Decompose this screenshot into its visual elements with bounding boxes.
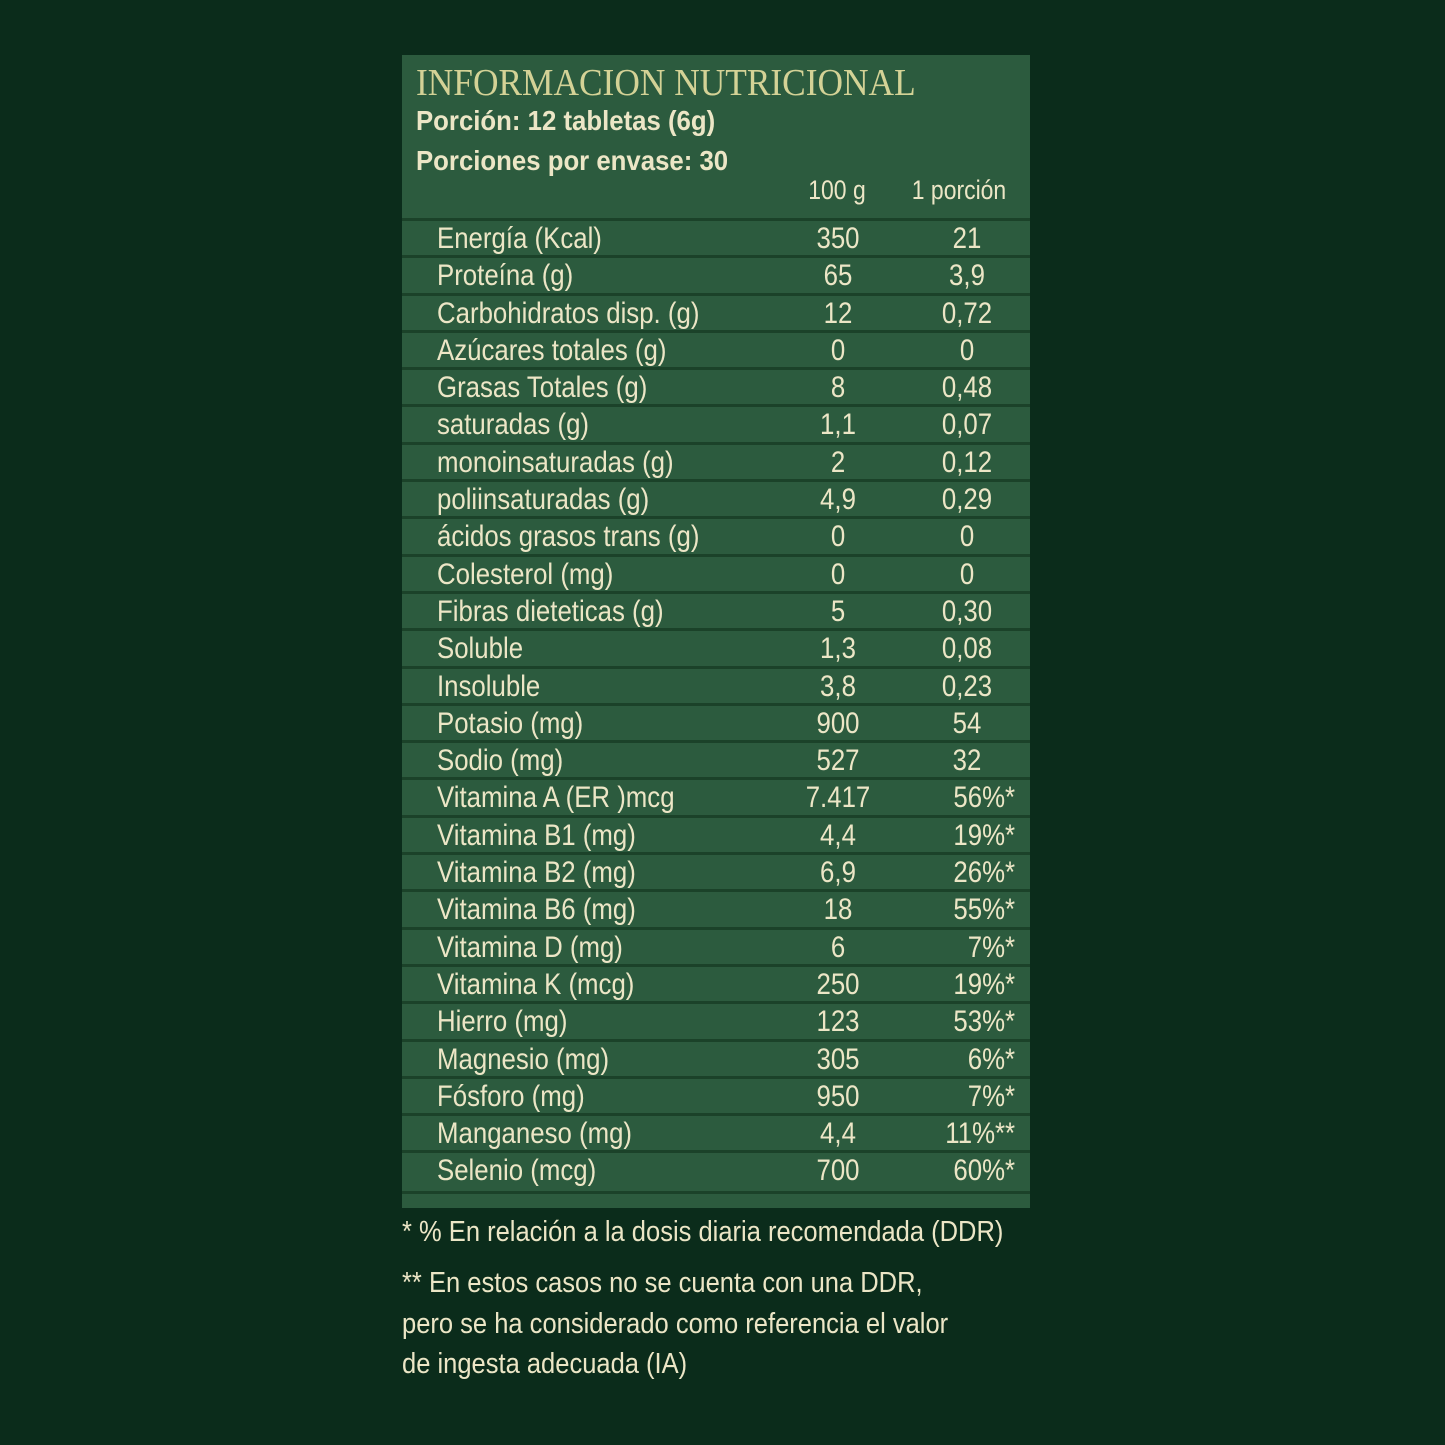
- value-per-serving: 0: [959, 557, 975, 591]
- nutrient-label: Manganeso (mg): [437, 1117, 633, 1151]
- nutrient-label: saturadas (g): [437, 408, 590, 442]
- value-per-100g: 123: [816, 1005, 860, 1039]
- serving-size: Porción: 12 tabletas (6g): [416, 105, 716, 136]
- value-per-100g: 0: [830, 557, 846, 591]
- footnote-double-asterisk-line1: ** En estos casos no se cuenta con una DDR,: [402, 1267, 923, 1299]
- table-row: [402, 1076, 1030, 1113]
- servings-per-container: Porciones por envase: 30: [416, 145, 729, 176]
- value-per-100g: 7.417: [805, 781, 871, 815]
- value-per-100g: 4,4: [820, 818, 856, 852]
- value-per-serving: 21: [952, 222, 982, 255]
- table-row: [402, 516, 1030, 553]
- value-per-serving: 7%*: [967, 930, 1016, 964]
- value-per-100g: 700: [816, 1154, 860, 1188]
- nutrient-table: [402, 218, 1030, 1188]
- value-per-100g: 1,3: [820, 632, 856, 666]
- nutrient-label: Magnesio (mg): [437, 1042, 610, 1076]
- value-per-serving: 0,29: [941, 483, 993, 517]
- value-per-serving: 6%*: [967, 1042, 1016, 1076]
- nutrient-label: Hierro (mg): [437, 1005, 568, 1039]
- table-row: [402, 815, 1030, 852]
- value-per-100g: 900: [816, 706, 860, 740]
- table-row: [402, 964, 1030, 1001]
- nutrition-panel: [402, 55, 1030, 1208]
- value-per-100g: 4,9: [820, 483, 856, 517]
- value-per-100g: 1,1: [820, 408, 856, 442]
- value-per-serving: 19%*: [953, 967, 1016, 1001]
- table-row: [402, 479, 1030, 516]
- value-per-serving: 32: [952, 744, 982, 778]
- value-per-serving: 0,30: [941, 594, 993, 628]
- nutrient-label: monoinsaturadas (g): [437, 445, 674, 479]
- nutrient-label: Vitamina A (ER )mcg: [437, 781, 675, 815]
- value-per-100g: 6,9: [820, 856, 856, 890]
- nutrient-label: Vitamina D (mg): [437, 930, 623, 964]
- value-per-100g: 12: [823, 296, 853, 330]
- table-row: [402, 330, 1030, 367]
- value-per-serving: 55%*: [953, 893, 1016, 927]
- table-row: [402, 628, 1030, 665]
- table-row: [402, 852, 1030, 889]
- table-row: [402, 442, 1030, 479]
- nutrient-label: Azúcares totales (g): [437, 333, 667, 367]
- value-per-serving: 7%*: [967, 1079, 1016, 1113]
- value-per-serving: 0,12: [941, 445, 993, 479]
- table-row: [402, 927, 1030, 964]
- table-row: [402, 1039, 1030, 1076]
- nutrient-label: Soluble: [437, 632, 524, 666]
- value-per-serving: 54: [952, 706, 982, 740]
- value-per-serving: 0,48: [941, 371, 993, 405]
- value-per-serving: 0,07: [941, 408, 993, 442]
- table-row: [402, 404, 1030, 441]
- value-per-100g: 950: [816, 1079, 860, 1113]
- footnote-double-asterisk-line3: de ingesta adecuada (IA): [402, 1348, 688, 1380]
- value-per-serving: 60%*: [953, 1154, 1016, 1188]
- value-per-100g: 305: [816, 1042, 860, 1076]
- value-per-100g: 18: [823, 893, 853, 927]
- nutrient-label: Grasas Totales (g): [437, 371, 648, 405]
- value-per-100g: 4,4: [820, 1117, 856, 1151]
- value-per-100g: 8: [830, 371, 846, 405]
- table-row: [402, 703, 1030, 740]
- value-per-100g: 0: [830, 520, 846, 554]
- value-per-serving: 11%**: [945, 1117, 1016, 1151]
- nutrient-label: Colesterol (mg): [437, 557, 614, 591]
- value-per-serving: 0,72: [941, 296, 993, 330]
- nutrient-label: Energía (Kcal): [437, 222, 602, 255]
- table-row: [402, 740, 1030, 777]
- value-per-100g: 65: [823, 259, 853, 293]
- nutrient-label: Vitamina B2 (mg): [437, 856, 636, 890]
- value-per-serving: 0: [959, 333, 975, 367]
- value-per-serving: 26%*: [953, 856, 1016, 890]
- table-row: [402, 777, 1030, 814]
- value-per-100g: 5: [830, 594, 846, 628]
- table-row: [402, 554, 1030, 591]
- value-per-100g: 6: [830, 930, 846, 964]
- value-per-serving: 19%*: [953, 818, 1016, 852]
- table-row: [402, 1150, 1030, 1187]
- nutrient-label: Sodio (mg): [437, 744, 564, 778]
- value-per-serving: 0,08: [941, 632, 993, 666]
- table-row: [402, 666, 1030, 703]
- table-row: [402, 367, 1030, 404]
- footnote-double-asterisk-line2: pero se ha considerado como referencia el valor: [402, 1308, 949, 1340]
- nutrient-label: Selenio (mcg): [437, 1154, 597, 1188]
- nutrient-label: Vitamina K (mcg): [437, 967, 635, 1001]
- nutrient-label: Fósforo (mg): [437, 1079, 585, 1113]
- nutrient-label: Fibras dieteticas (g): [437, 594, 664, 628]
- value-per-100g: 250: [816, 967, 860, 1001]
- nutrient-label: Potasio (mg): [437, 706, 584, 740]
- nutrient-label: Insoluble: [437, 669, 541, 703]
- nutrient-label: Vitamina B1 (mg): [437, 818, 636, 852]
- nutrient-label: Carbohidratos disp. (g): [437, 296, 700, 330]
- column-header-100g: 100 g: [808, 175, 866, 205]
- value-per-serving: 3,9: [949, 259, 985, 293]
- table-row: [402, 293, 1030, 330]
- nutrient-label: ácidos grasos trans (g): [437, 520, 700, 554]
- table-bottom-rule: [402, 1191, 1030, 1194]
- value-per-100g: 3,8: [820, 669, 856, 703]
- table-row: [402, 591, 1030, 628]
- value-per-serving: 0: [959, 520, 975, 554]
- table-row: [402, 1113, 1030, 1150]
- value-per-100g: 2: [830, 445, 846, 479]
- table-row: [402, 218, 1030, 255]
- value-per-serving: 0,23: [941, 669, 993, 703]
- value-per-serving: 53%*: [953, 1005, 1016, 1039]
- nutrient-label: Vitamina B6 (mg): [437, 893, 636, 927]
- panel-title: INFORMACION NUTRICIONAL: [416, 62, 916, 104]
- value-per-100g: 0: [830, 333, 846, 367]
- column-header-portion: 1 porción: [911, 175, 1007, 205]
- table-row: [402, 255, 1030, 292]
- value-per-100g: 350: [816, 222, 860, 255]
- table-row: [402, 889, 1030, 926]
- nutrient-label: Proteína (g): [437, 259, 574, 293]
- value-per-serving: 56%*: [953, 781, 1016, 815]
- value-per-100g: 527: [816, 744, 860, 778]
- nutrient-label: poliinsaturadas (g): [437, 483, 650, 517]
- footnote-single-asterisk: * % En relación a la dosis diaria recomendada (DDR): [402, 1216, 1004, 1248]
- table-row: [402, 1001, 1030, 1038]
